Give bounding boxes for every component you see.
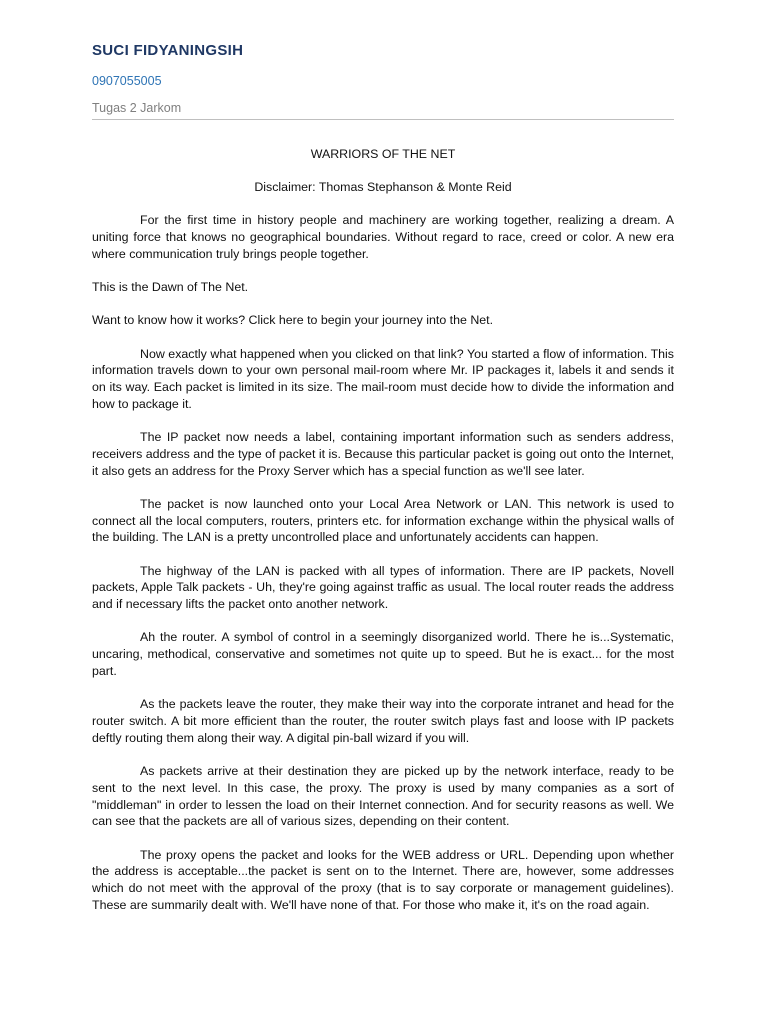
paragraph: As packets arrive at their destination they are picked up by the network interface, ready to be sent to the next level. In this case, the proxy. The proxy is used by many companies as a sort of "middleman" in order to lessen the load on their Internet connection. And for security reasons as well. We can see that the packets are all of various sizes, depending on their content.: [92, 764, 674, 829]
paragraph: The IP packet now needs a label, containing important information such as senders address, receivers address and the type of packet it is. Because this particular packet is going out onto the Internet, it also gets an address for the Proxy Server which has a special function as we'll see later.: [92, 430, 674, 478]
paragraph: For the first time in history people and machinery are working together, realizing a dream. A uniting force that knows no geographical boundaries. Without regard to race, creed or color. A new era where communication truly brings people together.: [92, 213, 674, 261]
document-title: WARRIORS OF THE NET: [310, 147, 456, 161]
paragraph: The packet is now launched onto your Local Area Network or LAN. This network is used to connect all the local computers, routers, printers etc. for information exchange within the physical walls of the building. The LAN is a pretty uncontrolled place and unfortunately accidents can happen.: [92, 496, 674, 545]
paragraph: Want to know how it works? Click here to begin your journey into the Net.: [92, 313, 494, 328]
document-body: [92, 146, 674, 930]
paragraph: This is the Dawn of The Net.: [92, 280, 249, 295]
student-id: 0907055005: [92, 74, 162, 88]
paragraph: The proxy opens the packet and looks for the WEB address or URL. Depending upon whether the address is acceptable...the packet is sent on to the Internet. There are, however, some addresses which do not meet with the approval of the proxy (that is to say corporate or management guidelines). These are summarily dealt with. We'll have none of that. For those who make it, it's on the road again.: [92, 847, 674, 912]
paragraph: The highway of the LAN is packed with all types of information. There are IP packets, Novell packets, Apple Talk packets - Uh, they're going against traffic as usual. The local router reads the address and if necessary lifts the packet onto another network.: [92, 563, 674, 612]
header-divider: [92, 119, 674, 120]
paragraph: As the packets leave the router, they make their way into the corporate intranet and head for the router switch. A bit more efficient than the router, the router switch plays fast and loose with IP packets deftly routing them along their way. A digital pin-ball wizard if you will.: [92, 697, 674, 745]
author-name: SUCI FIDYANINGSIH: [92, 42, 244, 59]
disclaimer: Disclaimer: Thomas Stephanson & Monte Reid: [254, 180, 512, 195]
paragraph: Ah the router. A symbol of control in a seemingly disorganized world. There he is...Systematic, uncaring, methodical, conservative and sometimes not quite up to speed. But he is exact... for the most part.: [92, 630, 674, 679]
assignment-subject: Tugas 2 Jarkom: [92, 101, 182, 115]
paragraph: Now exactly what happened when you clicked on that link? You started a flow of information. This information travels down to your own personal mail-room where Mr. IP packages it, labels it and sends it on its way. Each packet is limited in its size. The mail-room must decide how to divide the information and how to package it.: [92, 346, 674, 411]
